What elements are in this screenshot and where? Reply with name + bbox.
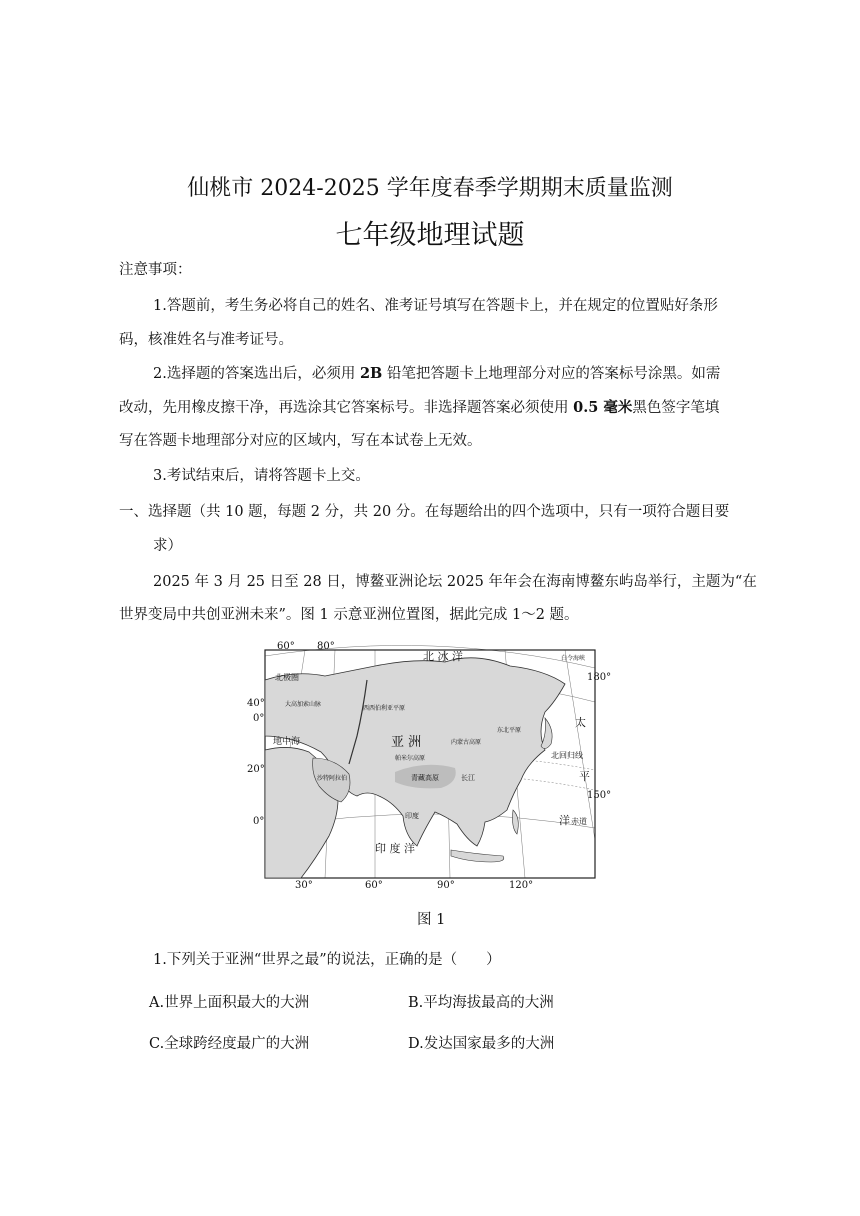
notice-item-3: 3.考试结束后，请将答题卡上交。 xyxy=(153,468,370,484)
notice-item-2-line-2-bold: 0.5 毫米 xyxy=(573,399,633,416)
map-bottom-lon-1: 60° xyxy=(365,880,383,890)
map-label-pacific-2: 平 xyxy=(579,770,590,783)
notice-item-2-line-2-b: 黑色签字笔填 xyxy=(632,400,720,416)
notice-item-2-line-3: 写在答题卡地理部分对应的区域内，写在本试卷上无效。 xyxy=(119,433,482,449)
map-left-lat-3: 0° xyxy=(253,816,265,827)
notice-item-2-line-1 xyxy=(153,364,720,384)
notice-item-2-line-2 xyxy=(119,398,719,418)
notice-heading: 注意事项： xyxy=(119,262,192,278)
map-indonesia-landmass xyxy=(451,850,504,862)
notice-item-2-line-1-b: 铅笔把答题卡上地理部分对应的答案标号涂黑。如需 xyxy=(382,366,721,382)
exam-subtitle: 七年级地理试题 xyxy=(335,220,525,251)
section-1-heading-line-2: 求） xyxy=(153,538,182,554)
map-top-lon-0: 60° xyxy=(277,641,295,652)
asia-location-map xyxy=(245,640,620,890)
map-label-mongolia: 内蒙古高原 xyxy=(451,739,482,746)
question-1-option-a[interactable]: A.世界上面积最大的大洲 xyxy=(149,995,310,1011)
notice-item-1-line-2: 码，核准姓名与准考证号。 xyxy=(119,332,293,348)
map-label-bering: 白令海峡 xyxy=(561,655,586,662)
question-1-option-d[interactable]: D.发达国家最多的大洲 xyxy=(408,1036,555,1052)
map-left-lat-0: 40° xyxy=(247,698,265,709)
map-label-pacific-3: 洋 xyxy=(559,814,570,827)
map-label-equator: 赤道 xyxy=(571,817,587,826)
exam-title: 仙桃市 2024-2025 学年度春季学期期末质量监测 xyxy=(187,176,673,201)
map-label-northeast-plain: 东北平原 xyxy=(497,727,522,734)
section-1-intro-line-1: 2025 年 3 月 25 日至 28 日，博鳌亚洲论坛 2025 年年会在海南博鳌东屿岛举行，主题为“在 xyxy=(153,574,757,590)
map-label-pamir: 帕米尔高原 xyxy=(395,755,426,762)
map-label-yangtze: 长江 xyxy=(461,774,475,782)
map-label-west-siberia: 西西伯利亚平原 xyxy=(363,705,406,712)
question-1-option-b[interactable]: B.平均海拔最高的大洲 xyxy=(408,995,554,1011)
section-1-intro-line-2: 世界变局中共创亚洲未来”。图 1 示意亚洲位置图，据此完成 1～2 题。 xyxy=(119,607,579,623)
map-left-lat-1: 0° xyxy=(253,713,265,724)
question-1-stem: 1.下列关于亚洲“世界之最”的说法，正确的是（ ） xyxy=(153,952,501,968)
map-right-lon-1: 150° xyxy=(587,790,612,801)
map-caption: 图 1 xyxy=(417,912,446,928)
map-label-tropic: 北回归线 xyxy=(551,751,583,760)
map-left-lat-2: 20° xyxy=(247,764,265,775)
notice-item-2-line-2-a: 改动，先用橡皮擦干净，再选涂其它答案标号。非选择题答案必须使用 xyxy=(119,400,574,416)
map-label-pacific-1: 太 xyxy=(575,716,586,729)
map-label-caucasus: 大高加索山脉 xyxy=(285,701,322,708)
notice-item-2-line-1-a: 2.选择题的答案选出后，必须用 xyxy=(153,366,360,382)
map-label-asia: 亚 洲 xyxy=(391,735,422,750)
map-philippines-landmass xyxy=(513,810,519,834)
map-label-indian-ocean: 印 度 洋 xyxy=(375,842,415,855)
question-1-option-c[interactable]: C.全球跨经度最广的大洲 xyxy=(149,1036,310,1052)
map-label-tibet: 青藏高原 xyxy=(411,774,439,782)
map-right-lon-0: 180° xyxy=(587,672,612,683)
map-label-mediterranean: 地中海 xyxy=(273,737,301,747)
map-japan-landmass xyxy=(541,718,552,749)
map-top-lon-1: 80° xyxy=(317,641,335,652)
notice-item-1-line-1: 1.答题前，考生务必将自己的姓名、准考证号填写在答题卡上，并在规定的位置贴好条形 xyxy=(153,298,718,314)
map-label-india: 印度 xyxy=(405,812,419,820)
map-bottom-lon-2: 90° xyxy=(437,880,455,890)
section-1-heading-line-1: 一、选择题（共 10 题，每题 2 分，共 20 分。在每题给出的四个选项中，只有一项符合题目要 xyxy=(119,504,730,520)
map-label-arctic-circle: 北极圈 xyxy=(275,673,299,682)
map-bottom-lon-3: 120° xyxy=(509,880,534,890)
notice-item-2-line-1-bold: 2B xyxy=(359,365,383,382)
map-label-arctic-ocean: 北 冰 洋 xyxy=(423,650,463,663)
map-label-arabia: 沙特阿拉伯 xyxy=(317,775,348,782)
map-bottom-lon-0: 30° xyxy=(295,880,313,890)
